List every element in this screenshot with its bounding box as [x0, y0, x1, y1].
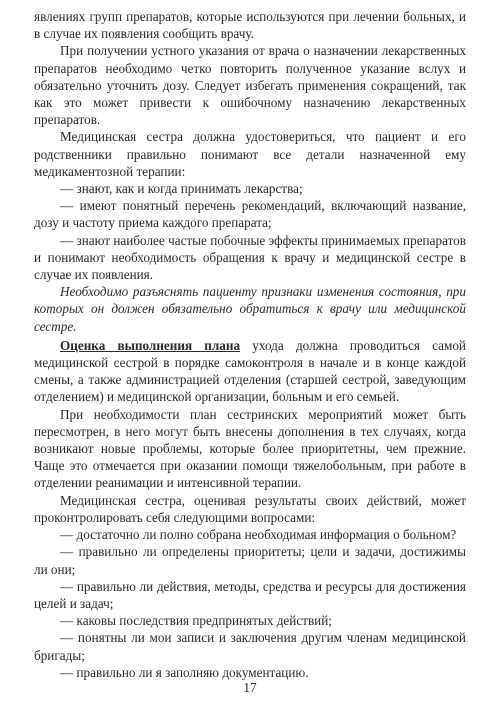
plan-evaluation-heading: Оценка выполнения плана: [60, 337, 241, 353]
list-item-information: — достаточно ли полно собрана необходимая информация о больном?: [60, 527, 457, 543]
list-item-priorities: — правильно ли определены приоритеты; цели и задачи, достижимы ли они;: [34, 544, 466, 577]
document-page: [34, 8, 466, 681]
page-number: 17: [243, 680, 257, 695]
list-item-side-effects: — знают наиболее частые побочные эффекты принимаемых препаратов и понимают необходимость обращения к врачу и медицинской сестре в случае их появления.: [34, 232, 466, 283]
list-item-documentation: — правильно ли я заполняю документацию.: [60, 664, 309, 680]
paragraph-plan-revision: При необходимости план сестринских мероприятий может быть пересмотрен, в него могут быть внесены дополнения в тех случаях, когда возникают новые проблемы, которые более приоритетны, чем прежние. Чаще это отмечается при оказании помощи тяжелобольным, при работе в отделении реанимации и интенсивной терапии.: [34, 406, 466, 491]
list-item-recommendations: — имеют понятный перечень рекомендаций, включающий название, дозу и частоту приема каждого препарата;: [34, 198, 466, 231]
paragraph-plan-evaluation: [34, 337, 466, 406]
list-item-consequences: — каковы последствия предпринятых действий;: [60, 613, 332, 629]
paragraph-continuation: явлениях групп препаратов, которые используются при лечении больных, и в случае их появления сообщить врачу.: [34, 9, 466, 42]
plan-evaluation-text: ухода должна проводиться самой медицинской сестрой в порядке самоконтроля в начале и в конце каждой смены, а также администрацией отделения (старшей сестрой, заведующим отделением) и медицинской организации, больным и его семьей.: [34, 337, 466, 405]
list-item-methods: — правильно ли действия, методы, средства и ресурсы для достижения целей и задач;: [34, 578, 466, 611]
paragraph-self-control: Медицинская сестра, оценивая результаты своих действий, может проконтролировать себя следующими вопросами:: [34, 492, 466, 525]
paragraph-nurse-verify: Медицинская сестра должна удостовериться, что пациент и его родственники правильно понимают все детали назначенной ему медикаментозной терапии:: [34, 129, 466, 179]
paragraph-oral-orders: При получении устного указания от врача о назначении лекарственных препаратов необходимо четко повторить полученное указание вслух и обязательно уточнить дозу. Следует избегать применения сокращений, так как это может привести к ошибочному назначению лекарственных препаратов.: [34, 43, 466, 128]
list-item-records: — понятны ли мои записи и заключения другим членам медицинской бригады;: [34, 630, 466, 663]
list-item-know-how: — знают, как и когда принимать лекарства;: [60, 181, 303, 197]
paragraph-italic-note: Необходимо разъяснять пациенту признаки изменения состояния, при которых он должен обязательно обратиться к врачу или медицинской сестре.: [34, 284, 466, 334]
